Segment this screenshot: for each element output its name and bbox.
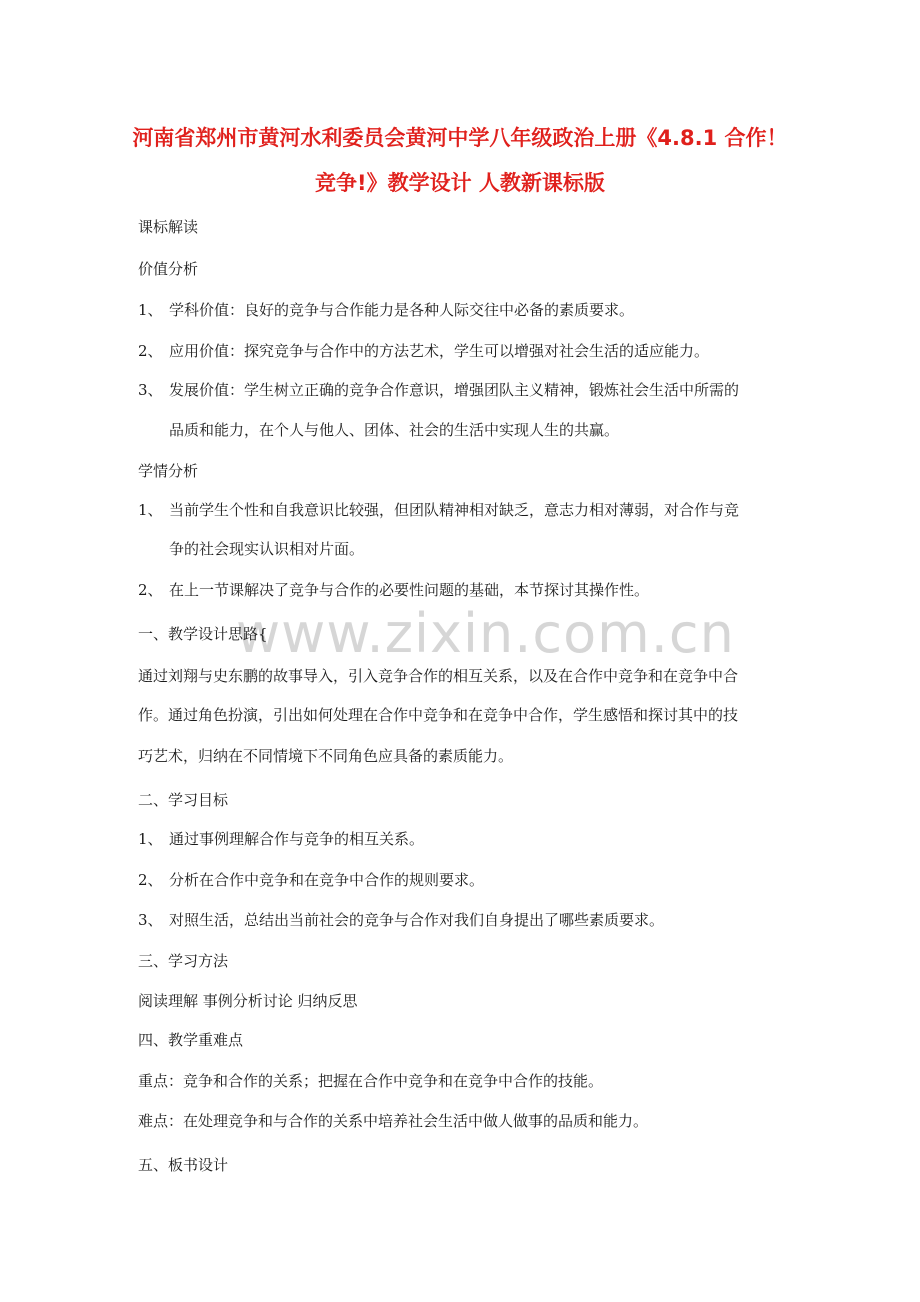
paragraph-line: 重点：竞争和合作的关系；把握在合作中竞争和在竞争中合作的技能。 [138,1072,604,1090]
list-item-number: 3、 [138,911,163,929]
list-item-text: 学科价值：良好的竞争与合作能力是各种人际交往中必备的素质要求。 [169,301,635,319]
list-item-number: 1、 [138,501,163,519]
list-item-text: 通过事例理解合作与竞争的相互关系。 [169,830,425,848]
list-item [138,580,649,600]
section-heading: 课标解读 [138,218,199,236]
list-item [138,829,424,849]
list-item-number: 3、 [138,381,163,399]
list-item [138,341,709,361]
section-heading: 四、教学重难点 [138,1031,244,1049]
document-title: 河南省郑州市黄河水利委员会黄河中学八年级政治上册《4.8.1 合作！竞争!》教学设计 人教新课标版 [132,126,788,195]
paragraph-line: 通过刘翔与史东鹏的故事导入，引入竞争合作的相互关系，以及在合作中竞争和在竞争中合 [138,667,739,685]
list-item-number: 2、 [138,581,163,599]
list-item-number: 1、 [138,830,163,848]
list-item [138,870,484,890]
list-item-text: 对照生活，总结出当前社会的竞争与合作对我们自身提出了哪些素质要求。 [169,911,665,929]
section-heading: 价值分析 [138,260,199,278]
list-item-number: 2、 [138,342,163,360]
paragraph-line: 作。通过角色扮演，引出如何处理在合作中竞争和在竞争中合作，学生感悟和探讨其中的技 [138,706,739,724]
list-item-number: 2、 [138,871,163,889]
section-heading: 三、学习方法 [138,952,229,970]
list-item [138,300,634,320]
list-item-number: 1、 [138,301,163,319]
list-item-continuation: 争的社会现实认识相对片面。 [169,540,365,558]
list-item-text: 当前学生个性和自我意识比较强，但团队精神相对缺乏，意志力相对薄弱，对合作与竞 [169,501,740,519]
list-item [138,910,664,930]
list-item-continuation: 品质和能力，在个人与他人、团体、社会的生活中实现人生的共赢。 [169,421,620,439]
list-item-text: 应用价值：探究竞争与合作中的方法艺术，学生可以增强对社会生活的适应能力。 [169,342,710,360]
section-heading: 一、教学设计思路{ [138,625,268,643]
section-heading: 学情分析 [138,462,199,480]
section-heading: 五、板书设计 [138,1156,229,1174]
list-item [138,380,739,400]
list-item-text: 在上一节课解决了竞争与合作的必要性问题的基础，本节探讨其操作性。 [169,581,650,599]
paragraph-line: 阅读理解 事例分析讨论 归纳反思 [138,992,358,1010]
list-item [138,500,739,520]
section-heading: 二、学习目标 [138,791,229,809]
paragraph-line: 难点：在处理竞争和与合作的关系中培养社会生活中做人做事的品质和能力。 [138,1112,649,1130]
paragraph-line: 巧艺术，归纳在不同情境下不同角色应具备的素质能力。 [138,747,514,765]
watermark: www.zixin.com.cn [236,602,735,665]
list-item-text: 分析在合作中竞争和在竞争中合作的规则要求。 [169,871,485,889]
list-item-text: 发展价值：学生树立正确的竞争合作意识，增强团队主义精神，锻炼社会生活中所需的 [169,381,740,399]
